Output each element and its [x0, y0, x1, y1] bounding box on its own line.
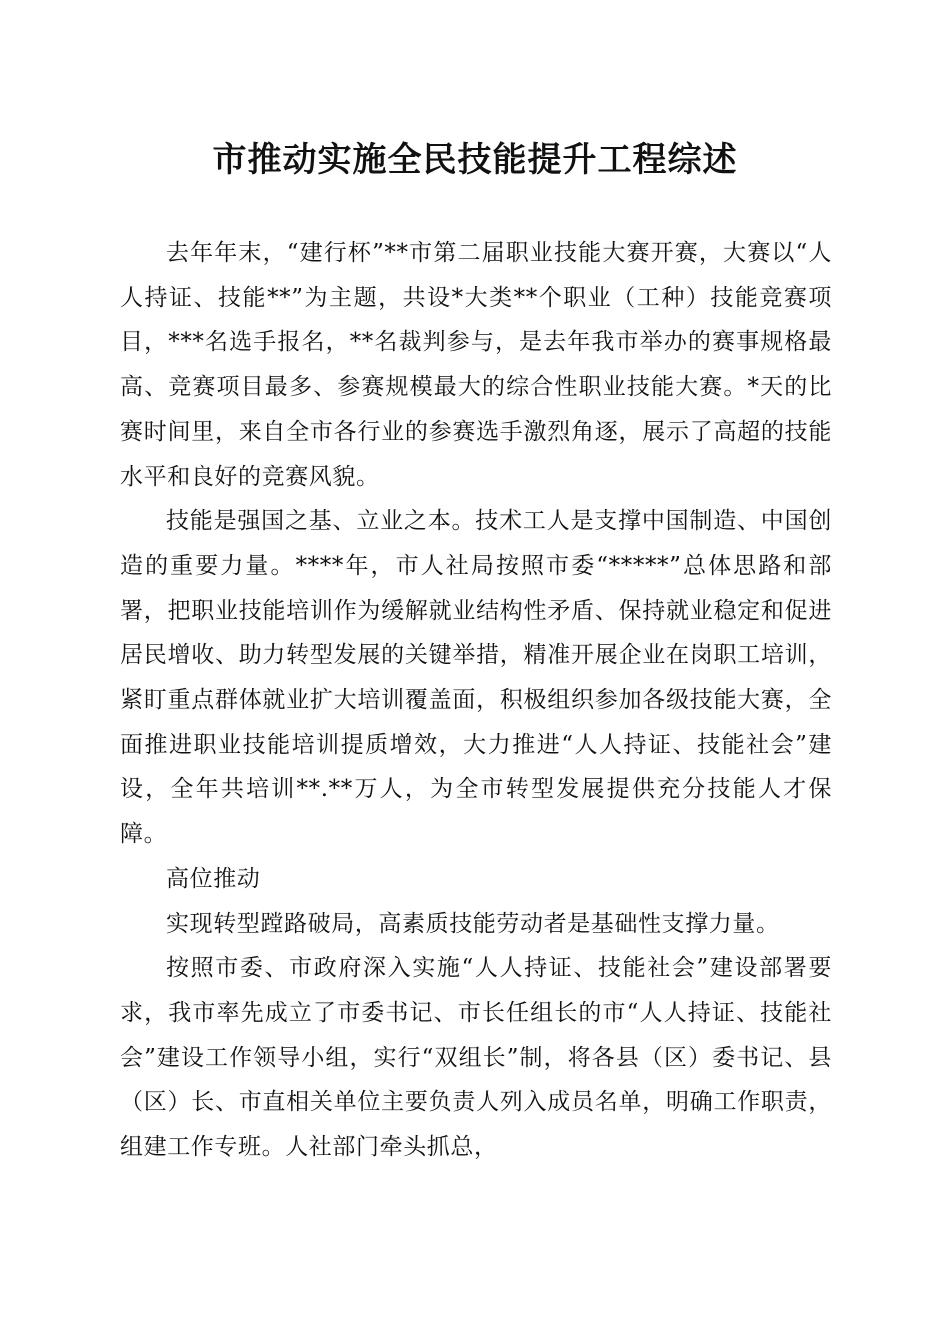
paragraph-intro: 去年年末，“建行杯”**市第二届职业技能大赛开赛，大赛以“人人持证、技能**”为主题，共设*大类**个职业（工种）技能竞赛项目，***名选手报名，**名裁判参与，是去年我市举办的赛事规格最高、竞赛项目最多、参赛规模最大的综合性职业技能大赛。*天的比赛时间里，来自全市各行业的参赛选手激烈角逐，展示了高超的技能水平和良好的竞赛风貌。	[120, 240, 832, 490]
document-title: 市推动实施全民技能提升工程综述	[212, 140, 738, 180]
document-body	[120, 231, 832, 1170]
paragraph-section-lead: 实现转型蹚路破局，高素质技能劳动者是基础性支撑力量。	[166, 910, 780, 937]
paragraph-overview: 技能是强国之基、立业之本。技术工人是支撑中国制造、中国创造的重要力量。****年，市人社局按照市委“*****”总体思路和部署，把职业技能培训作为缓解就业结构性矛盾、保持就业稳定和促进居民增收、助力转型发展的关键举措，精准开展企业在岗职工培训，紧盯重点群体就业扩大培训覆盖面，积极组织参加各级技能大赛，全面推进职业技能培训提质增效，大力推进“人人持证、技能社会”建设，全年共培训**.**万人，为全市转型发展提供充分技能人才保障。	[120, 508, 832, 848]
paragraph-section-body: 按照市委、市政府深入实施“人人持证、技能社会”建设部署要求，我市率先成立了市委书记、市长任组长的市“人人持证、技能社会”建设工作领导小组，实行“双组长”制，将各县（区）委书记、县（区）长、市直相关单位主要负责人列入成员名单，明确工作职责，组建工作专班。人社部门牵头抓总，	[120, 955, 832, 1161]
section-heading: 高位推动	[166, 865, 261, 892]
